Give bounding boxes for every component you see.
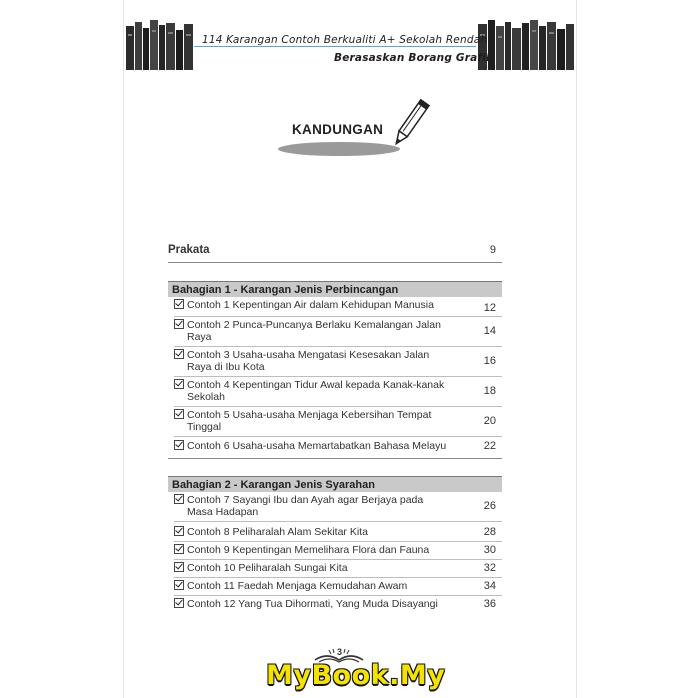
entry-page: 26 bbox=[483, 500, 496, 512]
entry-page: 32 bbox=[483, 562, 496, 574]
checkbox-icon bbox=[174, 319, 184, 329]
divider bbox=[168, 458, 502, 459]
toc-entry[interactable] bbox=[174, 440, 502, 452]
pencil-icon bbox=[390, 96, 430, 152]
prakata-page: 9 bbox=[489, 244, 496, 256]
entry-page: 14 bbox=[483, 325, 496, 337]
entry-title: Contoh 10 Peliharalah Sungai Kita bbox=[187, 562, 348, 574]
watermark-logo: MyBook.My bbox=[266, 660, 446, 691]
toc-entry[interactable] bbox=[174, 409, 502, 433]
checkbox-icon bbox=[174, 299, 184, 309]
checkbox-icon bbox=[174, 494, 184, 504]
entry-page: 36 bbox=[483, 598, 496, 610]
entry-title: Contoh 2 Punca-Puncanya Berlaku Kemalangan Jalan Raya bbox=[187, 319, 441, 343]
heading-underlay-ellipse bbox=[278, 142, 400, 156]
entry-page: 16 bbox=[483, 355, 496, 367]
page-title: KANDUNGAN bbox=[292, 122, 384, 137]
book-title-line2: Berasaskan Borang Grafik bbox=[334, 52, 494, 64]
entry-page: 28 bbox=[483, 526, 496, 538]
row-separator bbox=[174, 595, 502, 596]
row-separator bbox=[174, 559, 502, 560]
entry-title: Contoh 12 Yang Tua Dihormati, Yang Muda Disayangi bbox=[187, 598, 438, 610]
entry-page: 18 bbox=[483, 385, 496, 397]
entry-title: Contoh 6 Usaha-usaha Memartabatkan Bahasa Melayu bbox=[187, 440, 447, 452]
row-separator bbox=[174, 316, 502, 317]
prakata-label: Prakata bbox=[168, 244, 210, 256]
toc-entry[interactable] bbox=[174, 319, 502, 343]
entry-title: Contoh 4 Kepentingan Tidur Awal kepada Kanak-kanak Sekolah bbox=[187, 379, 445, 403]
toc-entry[interactable] bbox=[174, 494, 502, 518]
entry-title: Contoh 9 Kepentingan Memelihara Flora dan Fauna bbox=[187, 544, 430, 556]
toc-entry[interactable] bbox=[174, 562, 502, 574]
entry-title: Contoh 11 Faedah Menjaga Kemudahan Awam bbox=[187, 580, 408, 592]
row-separator bbox=[174, 376, 502, 377]
toc-entry[interactable] bbox=[174, 349, 502, 373]
entry-page: 12 bbox=[483, 302, 496, 314]
entry-page: 34 bbox=[483, 580, 496, 592]
book-title-line1: 114 Karangan Contoh Berkualiti A+ Sekolah Rendah bbox=[202, 34, 488, 46]
toc-entry[interactable] bbox=[174, 580, 502, 592]
checkbox-icon bbox=[174, 349, 184, 359]
header-rule bbox=[194, 46, 476, 47]
checkbox-icon bbox=[174, 440, 184, 450]
entry-title: Contoh 3 Usaha-usaha Mengatasi Kesesakan Jalan Raya di Ibu Kota bbox=[187, 349, 430, 373]
entry-title: Contoh 5 Usaha-usaha Menjaga Kebersihan Tempat Tinggal bbox=[187, 409, 432, 433]
checkbox-icon bbox=[174, 526, 184, 536]
row-separator bbox=[174, 521, 502, 522]
checkbox-icon bbox=[174, 544, 184, 554]
entry-title: Contoh 7 Sayangi Ibu dan Ayah agar Berjaya pada Masa Hadapan bbox=[187, 494, 424, 518]
checkbox-icon bbox=[174, 379, 184, 389]
row-separator bbox=[174, 346, 502, 347]
entry-title: Contoh 1 Kepentingan Air dalam Kehidupan Manusia bbox=[187, 299, 434, 311]
checkbox-icon bbox=[174, 598, 184, 608]
toc-entry[interactable] bbox=[174, 299, 502, 314]
entry-page: 30 bbox=[483, 544, 496, 556]
row-separator bbox=[174, 406, 502, 407]
page-number: 3 bbox=[337, 647, 343, 657]
entry-page: 20 bbox=[483, 415, 496, 427]
section-header-2: Bahagian 2 - Karangan Jenis Syarahan bbox=[168, 476, 502, 492]
divider bbox=[168, 262, 502, 263]
checkbox-icon bbox=[174, 562, 184, 572]
row-separator bbox=[174, 541, 502, 542]
row-separator bbox=[174, 577, 502, 578]
toc-entry[interactable] bbox=[174, 526, 502, 538]
checkbox-icon bbox=[174, 580, 184, 590]
toc-entry[interactable] bbox=[174, 544, 502, 556]
toc-entry[interactable] bbox=[174, 598, 502, 610]
section-header-1: Bahagian 1 - Karangan Jenis Perbincangan bbox=[168, 281, 502, 297]
toc-prakata[interactable] bbox=[168, 244, 502, 256]
bookshelf-left-icon bbox=[126, 20, 194, 70]
entry-title: Contoh 8 Peliharalah Alam Sekitar Kita bbox=[187, 526, 368, 538]
row-separator bbox=[174, 436, 502, 437]
entry-page: 22 bbox=[483, 440, 496, 452]
checkbox-icon bbox=[174, 409, 184, 419]
toc-entry[interactable] bbox=[174, 379, 502, 403]
